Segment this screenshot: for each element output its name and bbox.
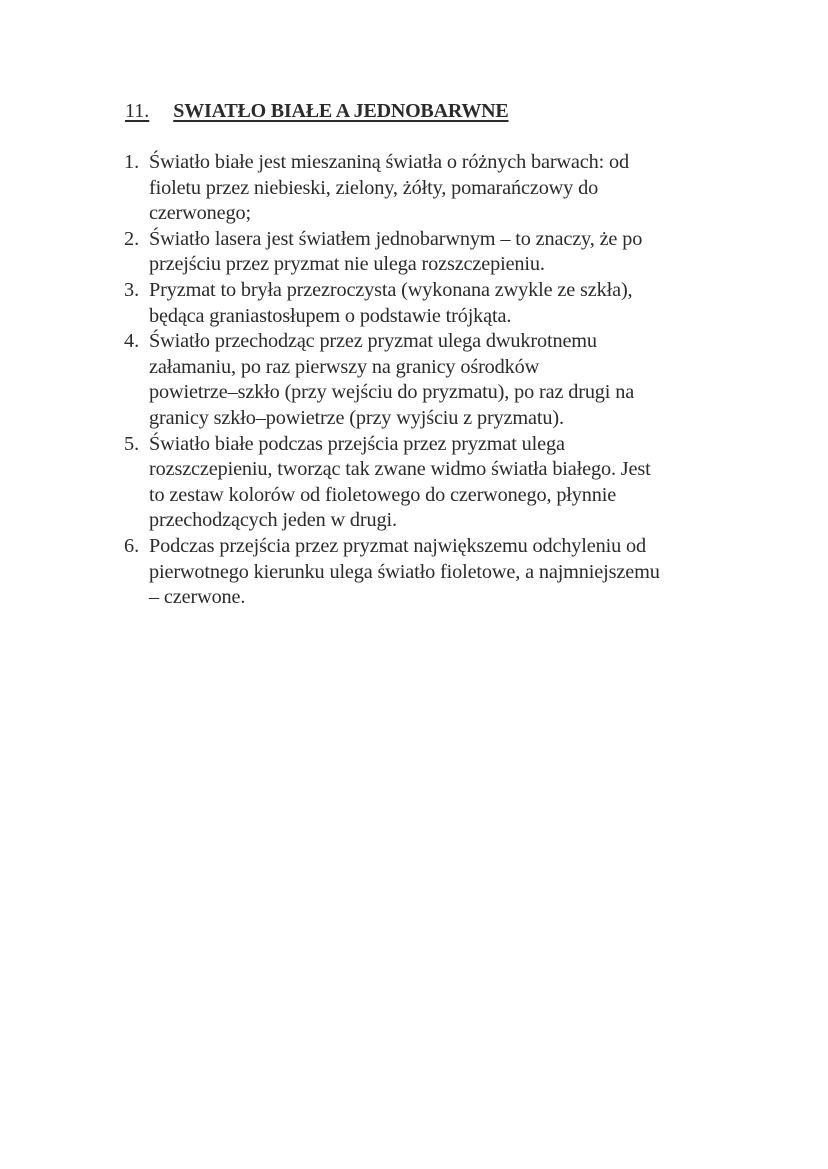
item-number: 1. [124,151,140,173]
list-item [124,150,744,227]
list-item [124,534,744,611]
list-item [124,227,744,278]
item-number: 5. [124,432,140,455]
list-item [124,278,744,329]
item-number: 2. [124,227,140,250]
list-item [124,432,744,534]
item-number: 3. [124,278,140,301]
item-number: 6. [124,534,140,557]
item-text: Podczas przejścia przez pryzmat największemu odchyleniu od pierwotnego kierunku ulega światło fioletowe, a najmniejszemu – czerwone. [149,534,660,609]
item-text: Pryzmat to bryła przezroczysta (wykonana zwykle ze szkła), będąca graniastosłupem o podstawie trójkąta. [149,278,633,327]
item-text: Światło lasera jest światłem jednobarwnym – to znaczy, że po przejściu przez pryzmat nie ulega rozszczepieniu. [149,227,643,276]
section-number: 11. [125,100,150,122]
section-title: SWIATŁO BIAŁE A JEDNOBARWNE [173,100,509,122]
section-heading [125,99,509,123]
list-item [124,329,744,431]
item-text: Światło białe jest mieszaniną światła o różnych barwach: od fioletu przez niebieski, zielony, żółty, pomarańczowy do czerwonego; [149,151,629,225]
item-number: 4. [124,330,140,353]
item-text: Światło białe podczas przejścia przez pryzmat ulega rozszczepieniu, tworząc tak zwane widmo światła białego. Jest to zestaw kolorów od fioletowego do czerwonego, płynnie przechodzących jeden w drugi. [149,432,651,532]
item-text: Światło przechodząc przez pryzmat ulega dwukrotnemu załamaniu, po raz pierwszy na granicy ośrodków powietrze–szkło (przy wejściu do pryzmatu), po raz drugi na granicy szkło–powietrze (przy wyjściu z pryzmatu). [149,330,635,429]
numbered-list [124,150,744,611]
